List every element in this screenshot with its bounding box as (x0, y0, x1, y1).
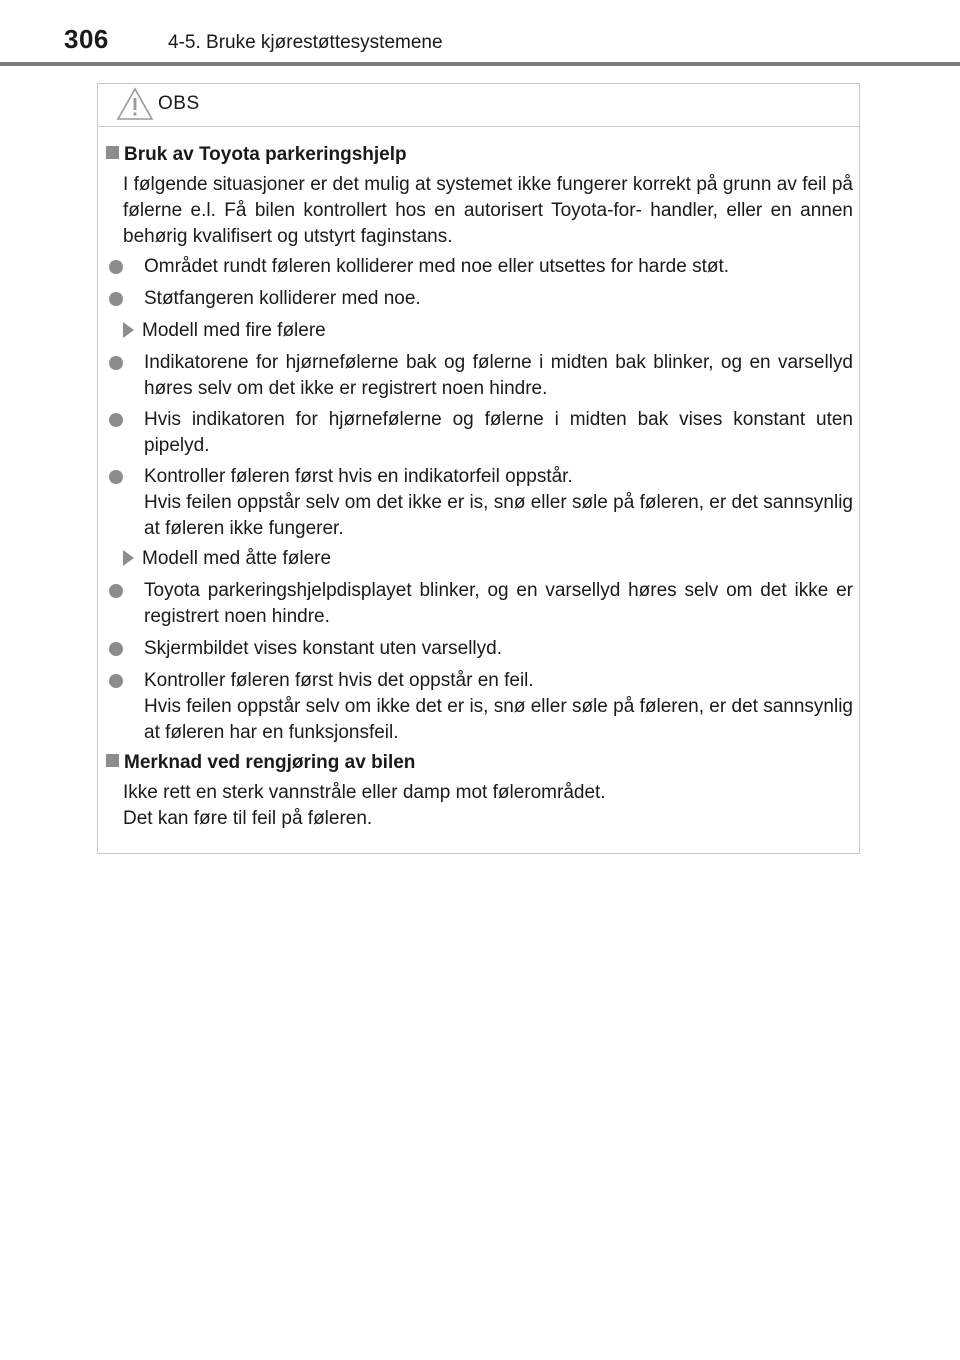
header-rule (0, 62, 960, 66)
section-body: Ikke rett en sterk vannstråle eller damp mot følerområdet. Det kan føre til feil på føleren. (123, 782, 606, 829)
section-heading: Merknad ved rengjøring av bilen (106, 750, 415, 776)
section-intro: I følgende situasjoner er det mulig at systemet ikke fungerer korrekt på grunn av feil på følerne e.l. Få bilen kontrollert hos en autorisert Toyota-for- handler, eller en annen behørig kvalifisert og utstyrt faginstans. (123, 174, 853, 247)
circle-bullet-icon (109, 292, 123, 306)
circle-bullet-icon (109, 356, 123, 370)
circle-bullet-icon (109, 674, 123, 688)
square-bullet-icon (106, 754, 119, 767)
triangle-bullet-icon (123, 550, 134, 566)
circle-bullet-icon (109, 642, 123, 656)
list-item: Støtfangeren kolliderer med noe. (106, 286, 853, 312)
circle-bullet-icon (109, 584, 123, 598)
circle-bullet-icon (109, 470, 123, 484)
triangle-bullet-icon (123, 322, 134, 338)
section-heading: Bruk av Toyota parkeringshjelp (106, 142, 407, 168)
model-eight-heading: Modell med åtte følere (123, 546, 331, 572)
circle-bullet-icon (109, 260, 123, 274)
list-item: Skjermbildet vises konstant uten varsellyd. (106, 636, 853, 662)
list-item: Indikatorene for hjørnefølerne bak og følerne i midten bak blinker, og en varsellyd høres selv om det ikke er registrert noen hindre. (106, 350, 853, 402)
chapter-title: 4-5. Bruke kjørestøttesystemene (168, 32, 443, 53)
list-item: Hvis indikatoren for hjørnefølerne og følerne i midten bak vises konstant uten pipelyd. (106, 407, 853, 459)
model-four-heading: Modell med fire følere (123, 318, 326, 344)
square-bullet-icon (106, 146, 119, 159)
notice-label: OBS (158, 93, 200, 114)
list-item: Kontroller føleren først hvis en indikatorfeil oppstår. Hvis feilen oppstår selv om det ikke er is, snø eller søle på føleren, er det sannsynlig at føleren ikke fungerer. (106, 464, 853, 542)
notice-box (97, 83, 860, 854)
page-header (0, 0, 960, 62)
list-item: Kontroller føleren først hvis det oppstår en feil. Hvis feilen oppstår selv om ikke det er is, snø eller søle på føleren, er det sannsynlig at føleren har en funksjonsfeil. (106, 668, 853, 746)
warning-triangle-icon (116, 87, 154, 121)
list-item: Området rundt føleren kolliderer med noe eller utsettes for harde støt. (106, 254, 853, 280)
circle-bullet-icon (109, 413, 123, 427)
notice-header (98, 84, 859, 127)
page-number: 306 (64, 24, 109, 54)
list-item: Toyota parkeringshjelpdisplayet blinker, og en varsellyd høres selv om det ikke er registrert noen hindre. (106, 578, 853, 630)
